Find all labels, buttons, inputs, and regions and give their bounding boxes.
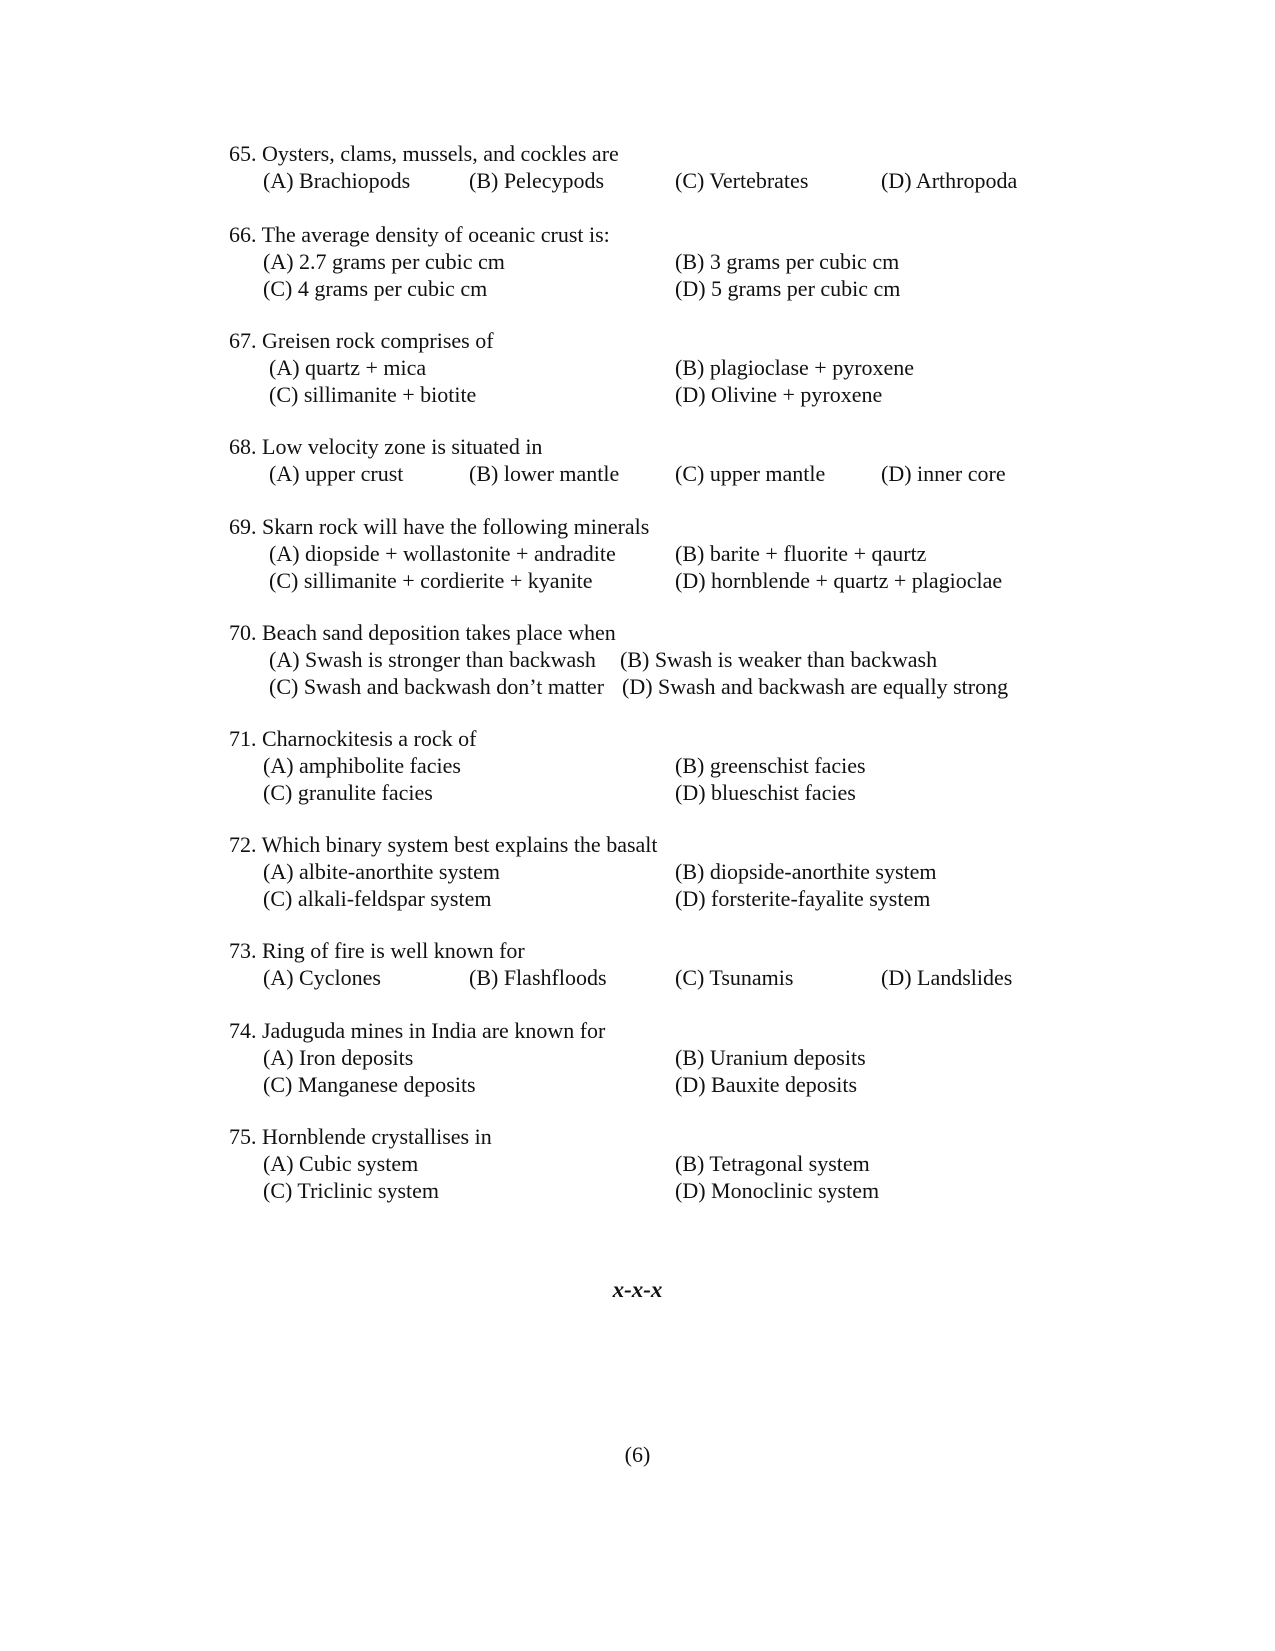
- option-a: (A) diopside + wollastonite + andradite: [269, 541, 616, 566]
- option-d: (D) blueschist facies: [675, 780, 856, 805]
- option-b: (B) lower mantle: [469, 461, 620, 486]
- option-c: (C) sillimanite + cordierite + kyanite: [269, 568, 593, 593]
- option-b: (B) barite + fluorite + qaurtz: [675, 541, 927, 566]
- option-c: (C) sillimanite + biotite: [269, 382, 477, 407]
- question-stem: 66. The average density of oceanic crust is:: [229, 222, 610, 247]
- option-a: (A) albite-anorthite system: [263, 859, 501, 884]
- option-b: (B) greenschist facies: [675, 753, 866, 778]
- option-a: (A) upper crust: [269, 461, 404, 486]
- question-stem: 75. Hornblende crystallises in: [229, 1124, 492, 1149]
- question-stem: 67. Greisen rock comprises of: [229, 328, 494, 353]
- page-number: (6): [624, 1442, 651, 1467]
- option-b: (B) Flashfloods: [469, 965, 607, 990]
- option-d: (D) hornblende + quartz + plagioclae: [675, 568, 1003, 593]
- option-c: (C) Manganese deposits: [263, 1072, 476, 1097]
- option-c: (C) Vertebrates: [675, 168, 809, 193]
- question-stem: 74. Jaduguda mines in India are known for: [229, 1018, 606, 1043]
- option-a: (A) Swash is stronger than backwash: [269, 647, 596, 672]
- end-of-paper-mark: x-x-x: [612, 1277, 663, 1302]
- option-d: (D) Olivine + pyroxene: [675, 382, 883, 407]
- option-c: (C) 4 grams per cubic cm: [263, 276, 488, 301]
- option-d: (D) 5 grams per cubic cm: [675, 276, 901, 301]
- option-b: (B) Pelecypods: [469, 168, 605, 193]
- question-stem: 72. Which binary system best explains the basalt: [229, 832, 658, 857]
- question-stem: 70. Beach sand deposition takes place when: [229, 620, 616, 645]
- option-d: (D) Landslides: [881, 965, 1013, 990]
- option-b: (B) 3 grams per cubic cm: [675, 249, 900, 274]
- question-stem: 68. Low velocity zone is situated in: [229, 434, 543, 459]
- option-c: (C) Swash and backwash don’t matter: [269, 674, 605, 699]
- question-stem: 71. Charnockitesis a rock of: [229, 726, 477, 751]
- option-a: (A) 2.7 grams per cubic cm: [263, 249, 505, 274]
- option-a: (A) Iron deposits: [263, 1045, 414, 1070]
- option-b: (B) diopside-anorthite system: [675, 859, 937, 884]
- option-c: (C) Triclinic system: [263, 1178, 440, 1203]
- option-a: (A) Cyclones: [263, 965, 381, 990]
- option-b: (B) plagioclase + pyroxene: [675, 355, 915, 380]
- option-c: (C) Tsunamis: [675, 965, 794, 990]
- question-stem: 65. Oysters, clams, mussels, and cockles are: [229, 141, 619, 166]
- option-a: (A) Cubic system: [263, 1151, 419, 1176]
- option-a: (A) amphibolite facies: [263, 753, 461, 778]
- option-d: (D) forsterite-fayalite system: [675, 886, 931, 911]
- option-c: (C) upper mantle: [675, 461, 826, 486]
- option-c: (C) granulite facies: [263, 780, 433, 805]
- option-c: (C) alkali-feldspar system: [263, 886, 492, 911]
- option-a: (A) Brachiopods: [263, 168, 411, 193]
- option-d: (D) Swash and backwash are equally strong: [622, 674, 1009, 699]
- option-d: (D) inner core: [881, 461, 1006, 486]
- question-stem: 73. Ring of fire is well known for: [229, 938, 525, 963]
- option-b: (B) Swash is weaker than backwash: [620, 647, 938, 672]
- option-b: (B) Uranium deposits: [675, 1045, 866, 1070]
- option-d: (D) Arthropoda: [881, 168, 1018, 193]
- option-a: (A) quartz + mica: [269, 355, 427, 380]
- option-d: (D) Monoclinic system: [675, 1178, 880, 1203]
- option-d: (D) Bauxite deposits: [675, 1072, 858, 1097]
- question-stem: 69. Skarn rock will have the following minerals: [229, 514, 650, 539]
- option-b: (B) Tetragonal system: [675, 1151, 870, 1176]
